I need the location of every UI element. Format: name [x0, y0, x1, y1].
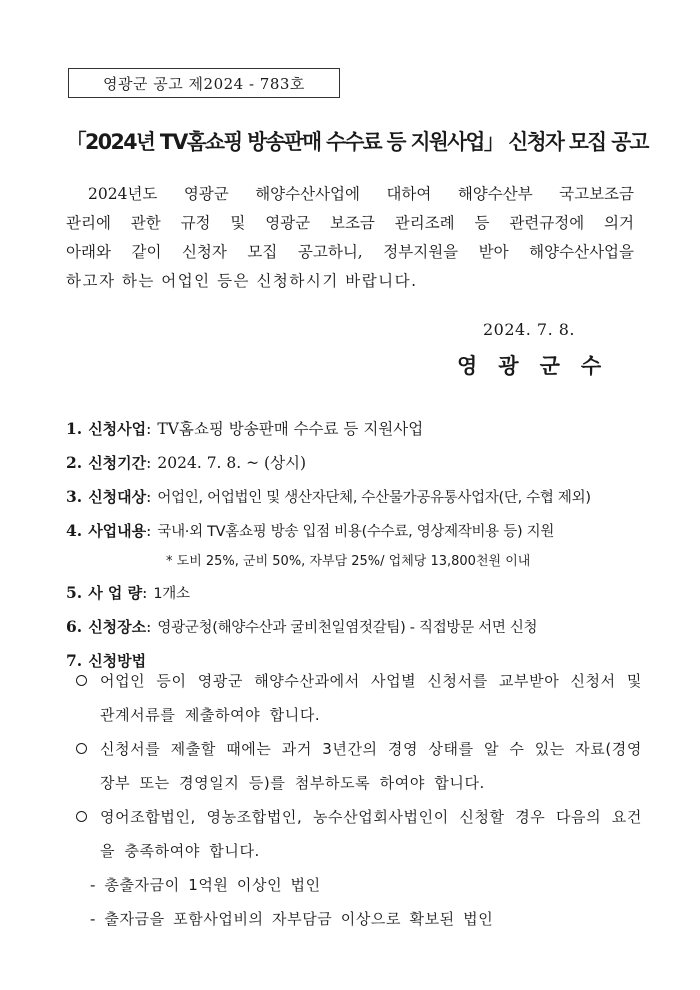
- requirement-list: [72, 868, 642, 936]
- item-number: 3.: [66, 487, 83, 506]
- signer-name: 영광군수: [457, 354, 623, 378]
- method-bullet: [72, 800, 642, 868]
- notice-items: [66, 412, 646, 678]
- item-value: 2024. 7. 8. ~ (상시): [157, 454, 307, 472]
- circle-bullet-icon: [76, 811, 87, 822]
- requirement-item: - 총출자금이 1억원 이상인 법인: [90, 876, 321, 894]
- item-label: 신청사업: [88, 420, 147, 438]
- item-label: 신청기간: [88, 454, 147, 472]
- item-label: 신청대상: [88, 488, 147, 506]
- method-bullet: [72, 732, 642, 800]
- item-application-period: 2. 신청기간: 2024. 7. 8. ~ (상시): [66, 453, 307, 472]
- item-application-place: 6. 신청장소: 영광군청(해양수산과 굴비천일염젓갈팀) - 직접방문 서면 신청: [66, 617, 538, 636]
- item-project-quantity: 5. 사 업 량: 1개소: [66, 583, 190, 602]
- item-number: 6.: [66, 617, 83, 636]
- item-project-content: 4. 사업내용: 국내·외 TV홈쇼핑 방송 입점 비용(수수료, 영상제작비용 등) 지원: [66, 521, 555, 540]
- item-value: 국내·외 TV홈쇼핑 방송 입점 비용(수수료, 영상제작비용 등) 지원: [157, 524, 555, 540]
- item-label: 신청방법: [88, 652, 147, 670]
- document-title: 「2024년 TV홈쇼핑 방송판매 수수료 등 지원사업」 신청자 모집 공고: [66, 130, 648, 154]
- intro-line: 관리에 관한 규정 및 영광군 보조금 관리조례 등 관련규정에 의거: [66, 214, 634, 232]
- notice-date: 2024. 7. 8.: [483, 320, 576, 339]
- intro-paragraph: [66, 180, 634, 296]
- item-value: 영광군청(해양수산과 굴비천일염젓갈팀) - 직접방문 서면 신청: [157, 620, 538, 636]
- method-bullet: [72, 664, 642, 732]
- circle-bullet-icon: [76, 743, 87, 754]
- method-bullet-text: 신청서를 제출할 때에는 과거 3년간의 경영 상태를 알 수 있는 자료(경영 장부 또는 경영일지 등)를 첨부하도록 하여야 합니다.: [100, 740, 642, 792]
- item-application-project: 1. 신청사업: TV홈쇼핑 방송판매 수수료 등 지원사업: [66, 419, 424, 438]
- item-number: 7.: [66, 651, 83, 670]
- method-bullet-text: 영어조합법인, 영농조합법인, 농수산업회사법인이 신청할 경우 다음의 요건을 충족하여야 합니다.: [100, 808, 642, 860]
- intro-line: 하고자 하는 어업인 등은 신청하시기 바랍니다.: [66, 272, 418, 290]
- item-number: 4.: [66, 521, 83, 540]
- application-method-list: [72, 664, 642, 936]
- item-number: 1.: [66, 419, 83, 438]
- item-value: 어업인, 어업법인 및 생산자단체, 수산물가공유통사업자(단, 수협 제외): [157, 490, 591, 506]
- method-bullet-text: 어업인 등이 영광군 해양수산과에서 사업별 신청서를 교부받아 신청서 및 관계서류를 제출하여야 합니다.: [100, 672, 642, 724]
- intro-line: 2024년도 영광군 해양수산사업에 대하여 해양수산부 국고보조금: [88, 185, 634, 203]
- intro-line: 아래와 같이 신청자 모집 공고하니, 정부지원을 받아 해양수산사업을: [66, 243, 634, 261]
- item-label: 사 업 량: [88, 584, 143, 602]
- notice-number: 영광군 공고 제2024 - 783호: [103, 74, 305, 93]
- item-eligibility: 3. 신청대상: 어업인, 어업법인 및 생산자단체, 수산물가공유통사업자(단, 수협 제외): [66, 487, 591, 506]
- item-label: 사업내용: [88, 522, 147, 540]
- requirement-item: - 출자금을 포함사업비의 자부담금 이상으로 확보된 법인: [90, 910, 494, 928]
- notice-number-box: [68, 68, 340, 98]
- funding-ratio-note: * 도비 25%, 군비 50%, 자부담 25%/ 업체당 13,800천원 이내: [166, 554, 531, 569]
- item-label: 신청장소: [88, 618, 147, 636]
- item-value: 1개소: [153, 586, 190, 602]
- item-number: 5.: [66, 583, 83, 602]
- item-value: TV홈쇼핑 방송판매 수수료 등 지원사업: [157, 420, 424, 438]
- item-number: 2.: [66, 453, 83, 472]
- circle-bullet-icon: [76, 675, 87, 686]
